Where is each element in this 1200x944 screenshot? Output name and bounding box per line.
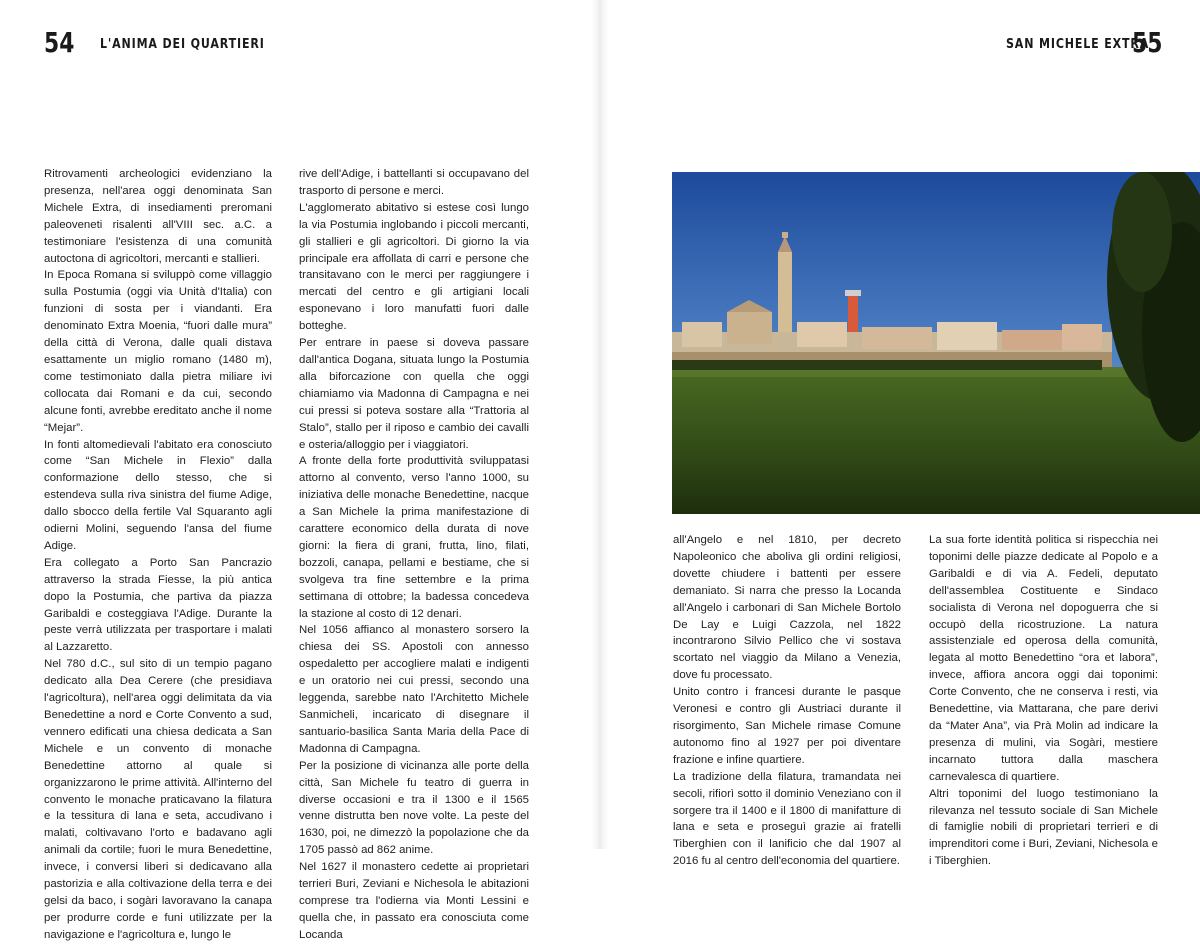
landscape-photo [672,172,1200,514]
paragraph: Nel 780 d.C., sul sito di un tempio pagano dedicato alla Dea Cerere (che presidiava l'agricoltura), nell'area oggi delimitata da via Benedettine a nord e Corte Convento a sud, vennero edificati una chiesa dedicata a San Michele e un convento di monache Benedettine attorno al quale si organizzarono le prime attività. All'interno del convento le monache praticavano la filatura e la tessitura di lana e seta, accudivano i malati, coltivavano l'orto e badavano agli animali da cortile; fuori le mura Benedettine, invece, i conversi liberi si dedicavano alla pastorizia e alla coltivazione della terra e dei gelsi da baco, i sogàri lavoravano la canapa per produrre corde e funi utilizzate per la navigazione e l'agricoltura e, lungo le [44,658,272,941]
paragraph: all'Angelo e nel 1810, per decreto Napoleonico che aboliva gli ordini religiosi, dovette chiudere i battenti per essere demaniato. Si narra che presso la Locanda all'Angelo i carbonari di San Michele Bortolo De Lay e Luigi Cazzola, nel 1822 incontrarono Silvio Pellico che vi sostava scortato nel viaggio da Milano a Venezia, dove fu processato. [673,534,901,682]
page-number-right: 55 [1132,26,1163,59]
running-head-left: L'ANIMA DEI QUARTIERI [100,37,265,52]
text-column-1 [44,166,272,944]
text-column-3 [673,532,901,870]
paragraph: Nel 1627 il monastero cedette ai proprietari terrieri Buri, Zeviani e Nichesola le abitazioni comprese tra l'odierna via Monti Lessini e quella che, in passato era conosciuta come Locanda [299,861,529,941]
left-page [0,0,600,941]
text-column-2 [299,166,529,944]
text-column-4 [929,532,1158,870]
paragraph: rive dell'Adige, i battellanti si occupavano del trasporto di persone e merci. [299,168,529,197]
paragraph: In fonti altomedievali l'abitato era conosciuto come “San Michele in Flexio” dalla conformazione dello stesso, che si estendeva sulla riva sinistra del fiume Adige, dallo sbocco della fertile Val Squaranto agli odierni Molini, seguendo l'ansa del fiume Adige. [44,438,272,552]
paragraph: Per la posizione di vicinanza alle porte della città, San Michele fu teatro di guerra in diverse occasioni e tra il 1300 e il 1565 venne distrutta ben nove volte. La peste del 1630, poi, ne dimezzò la popolazione che da 1705 passò ad 862 anime. [299,759,529,857]
photo-illustration [672,172,1200,514]
page-number-left: 54 [44,26,75,59]
book-gutter-shadow [592,0,608,849]
paragraph: Nel 1056 affianco al monastero sorsero la chiesa dei SS. Apostoli con annesso ospedaletto per accogliere malati e indigenti e un oratorio nei cui pressi, secondo una leggenda, sarebbe nato l'Architetto Michele Sanmicheli, incaricato di disegnare il santuario-basilica Santa Maria della Pace di Madonna di Campagna. [299,624,529,755]
running-head-right: SAN MICHELE EXTRA [1006,37,1150,52]
paragraph: La sua forte identità politica si rispecchia nei toponimi delle piazze dedicate al Popolo e a Garibaldi e di via A. Fedeli, deputato dell'assemblea Costituente e Sindaco socialista di Verona nel dopoguerra che si occupò della ricostruzione. La natura assistenziale ed operosa della comunità, legata al motto Benedettino “ora et labora”, invece, affiora ancora oggi dai toponimi: Corte Convento, che ne conserva i resti, via Benedettine, via Mattarana, che pare derivi da “Mater Ana”, via Prà Molin ad indicare la presenza di mulini, via Sogàri, mestiere incarnato tuttora dalla maschera carnevalesca di quartiere. [929,534,1158,783]
paragraph: L'agglomerato abitativo si estese così lungo la via Postumia inglobando i piccoli mercanti, gli stallieri e gli agricoltori. Di giorno la via principale era affollata di carri e persone che transitavano con le merci per raggiungere i mercati del centro e gli artigiani locali esponevano i loro manufatti fuori dalle botteghe. [299,201,529,333]
paragraph: Altri toponimi del luogo testimoniano la rilevanza nel tessuto sociale di San Michele di famiglie nobili di proprietari terrieri e di imprenditori come i Buri, Zeviani, Nichesola e i Tiberghien. [929,787,1158,868]
paragraph: Era collegato a Porto San Pancrazio attraverso la strada Fiesse, la più antica dopo la Postumia, che partiva da piazza Garibaldi e costeggiava l'Adige. Durante la peste verrà utilizzata per trasportare i malati al Lazzaretto. [44,556,272,654]
paragraph: La tradizione della filatura, tramandata nei secoli, rifiorì sotto il dominio Veneziano con il sorgere tra il 1400 e il 1800 di manifatture di lana e seta e proseguì grazie ai fratelli Tiberghien con il lanificio che dal 1907 al 2016 fu al centro dell'economia del quartiere. [673,770,901,868]
paragraph: Ritrovamenti archeologici evidenziano la presenza, nell'area oggi denominata San Michele Extra, di insediamenti preromani paleoveneti risalenti all'VIII sec. a.C. a testimoniare l'esistenza di una comunità autoctona di agricoltori, mercanti e stallieri. [44,168,272,265]
paragraph: Unito contro i francesi durante le pasque Veronesi e contro gli Austriaci durante il risorgimento, San Michele rimase Comune autonomo fino al 1927 per poi diventare frazione e infine quartiere. [673,686,901,766]
paragraph: In Epoca Romana si sviluppò come villaggio sulla Postumia (oggi via Unità d'Italia) con funzioni di sosta per i viandanti. Era denominato Extra Moenia, “fuori dalle mura” della città di Verona, dalle quali distava esattamente un miglio romano (1480 m), come testimoniato dalla pietra miliare ivi collocata dai Romani e da cui, secondo alcune fonti, avrebbe ereditato anche il nome “Mejar”. [44,269,272,434]
paragraph: Per entrare in paese si doveva passare dall'antica Dogana, situata lungo la Postumia alla biforcazione con quella che oggi chiamiamo via Madonna di Campagna e nei cui pressi si poteva sostare alla “Trattoria al Stalo”, stallo per il riposo e cambio dei cavalli e osteria/alloggio per i viaggiatori. [299,337,529,451]
paragraph: A fronte della forte produttività sviluppatasi attorno al convento, verso l'anno 1000, su iniziativa delle monache Benedettine, nacque a San Michele la prima manifestazione di carattere economico della durata di nove giorni: la fiera di grani, frutta, lino, filati, bozzoli, canapa, pellami e bestiame, che si svolgeva tra fine settembre e la prima settimana di ottobre; la badessa concedeva la stazione al costo di 12 denari. [299,455,529,620]
